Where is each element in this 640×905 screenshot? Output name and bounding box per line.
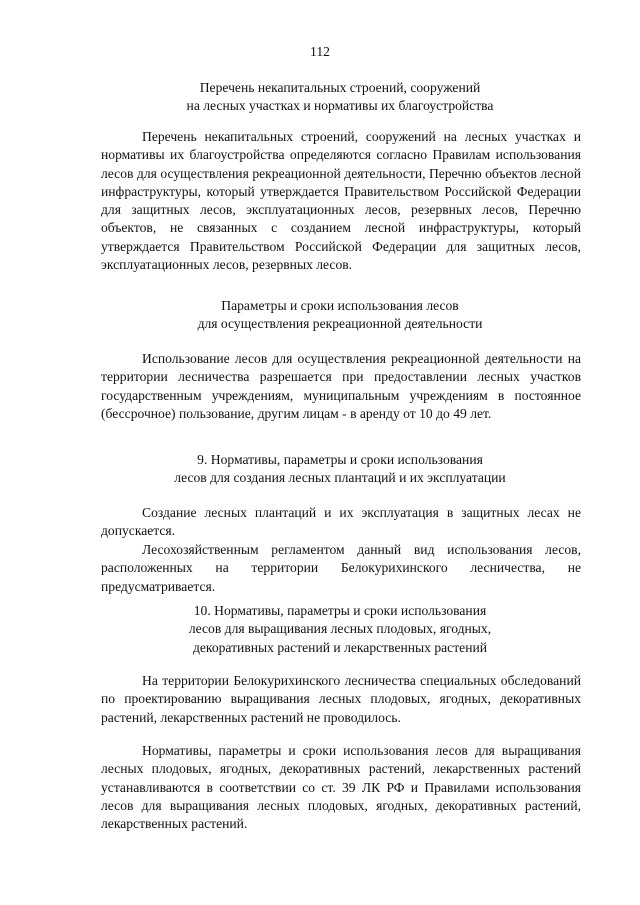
heading-line: Параметры и сроки использования лесов (221, 298, 459, 313)
paragraph-no-surveys: На территории Белокурихинского лесничества специальных обследований по проектированию выращивания лесных плодовых, ягодных, декоративных растений, лекарственных растений не проводилось. (101, 673, 581, 725)
paragraph-plantations-regulation: Лесохозяйственным регламентом данный вид использования лесов, расположенных на территории Белокурихинского лесничества, не предусматривается. (101, 542, 581, 594)
heading-line: на лесных участках и нормативы их благоустройства (186, 98, 494, 114)
paragraph-nonpermanent-structures: Перечень некапитальных строений, сооружений на лесных участках и нормативы их благоустройства определяются согласно Правилам использования лесов для осуществления рекреационной деятельности, Перечню объектов лесной инфраструктуры, который утверждается Правительством Российской Федерации для защитных лесов, эксплуатационных лесов, резервных лесов, Перечню объектов, не связанных с созданием лесной инфраструктуры, который утверждается Правительством Российской Федерации для защитных лесов, эксплуатационных лесов, резервных лесов. (101, 129, 581, 273)
paragraph-plantations-not-allowed: Создание лесных плантаций и их эксплуатация в защитных лесах не допускается. (101, 505, 581, 539)
section-heading-recreational-use (100, 297, 580, 334)
section-heading-nonpermanent-structures (100, 79, 580, 116)
paragraph-recreational-use: Использование лесов для осуществления рекреационной деятельности на территории лесничества разрешается при предоставлении лесных участков государственным учреждениям, муниципальным учреждениям в постоянное (бессрочное) пользование, другим лицам - в аренду от 10 до 49 лет. (101, 351, 581, 421)
heading-line: для осуществления рекреационной деятельности (197, 316, 483, 332)
heading-line: 10. Нормативы, параметры и сроки использования (193, 603, 487, 618)
heading-line: лесов для создания лесных плантаций и их эксплуатации (174, 470, 506, 486)
heading-line: лесов для выращивания лесных плодовых, ягодных, (188, 621, 492, 637)
section-heading-fruit-berry-plants (100, 602, 580, 657)
section-heading-forest-plantations (100, 451, 580, 488)
page-number: 112 (310, 44, 330, 59)
paragraph-norms-article-39: Нормативы, параметры и сроки использования лесов для выращивания лесных плодовых, ягодных, декоративных растений, лекарственных растений устанавливаются в соответствии со ст. 39 ЛК РФ и Правилами использования лесов для выращивания лесных плодовых, ягодных, декоративных растений, лекарственных растений. (101, 743, 581, 832)
heading-line: 9. Нормативы, параметры и сроки использования (197, 452, 483, 467)
heading-line: Перечень некапитальных строений, сооружений (199, 80, 481, 95)
heading-line: декоративных растений и лекарственных растений (192, 639, 488, 655)
